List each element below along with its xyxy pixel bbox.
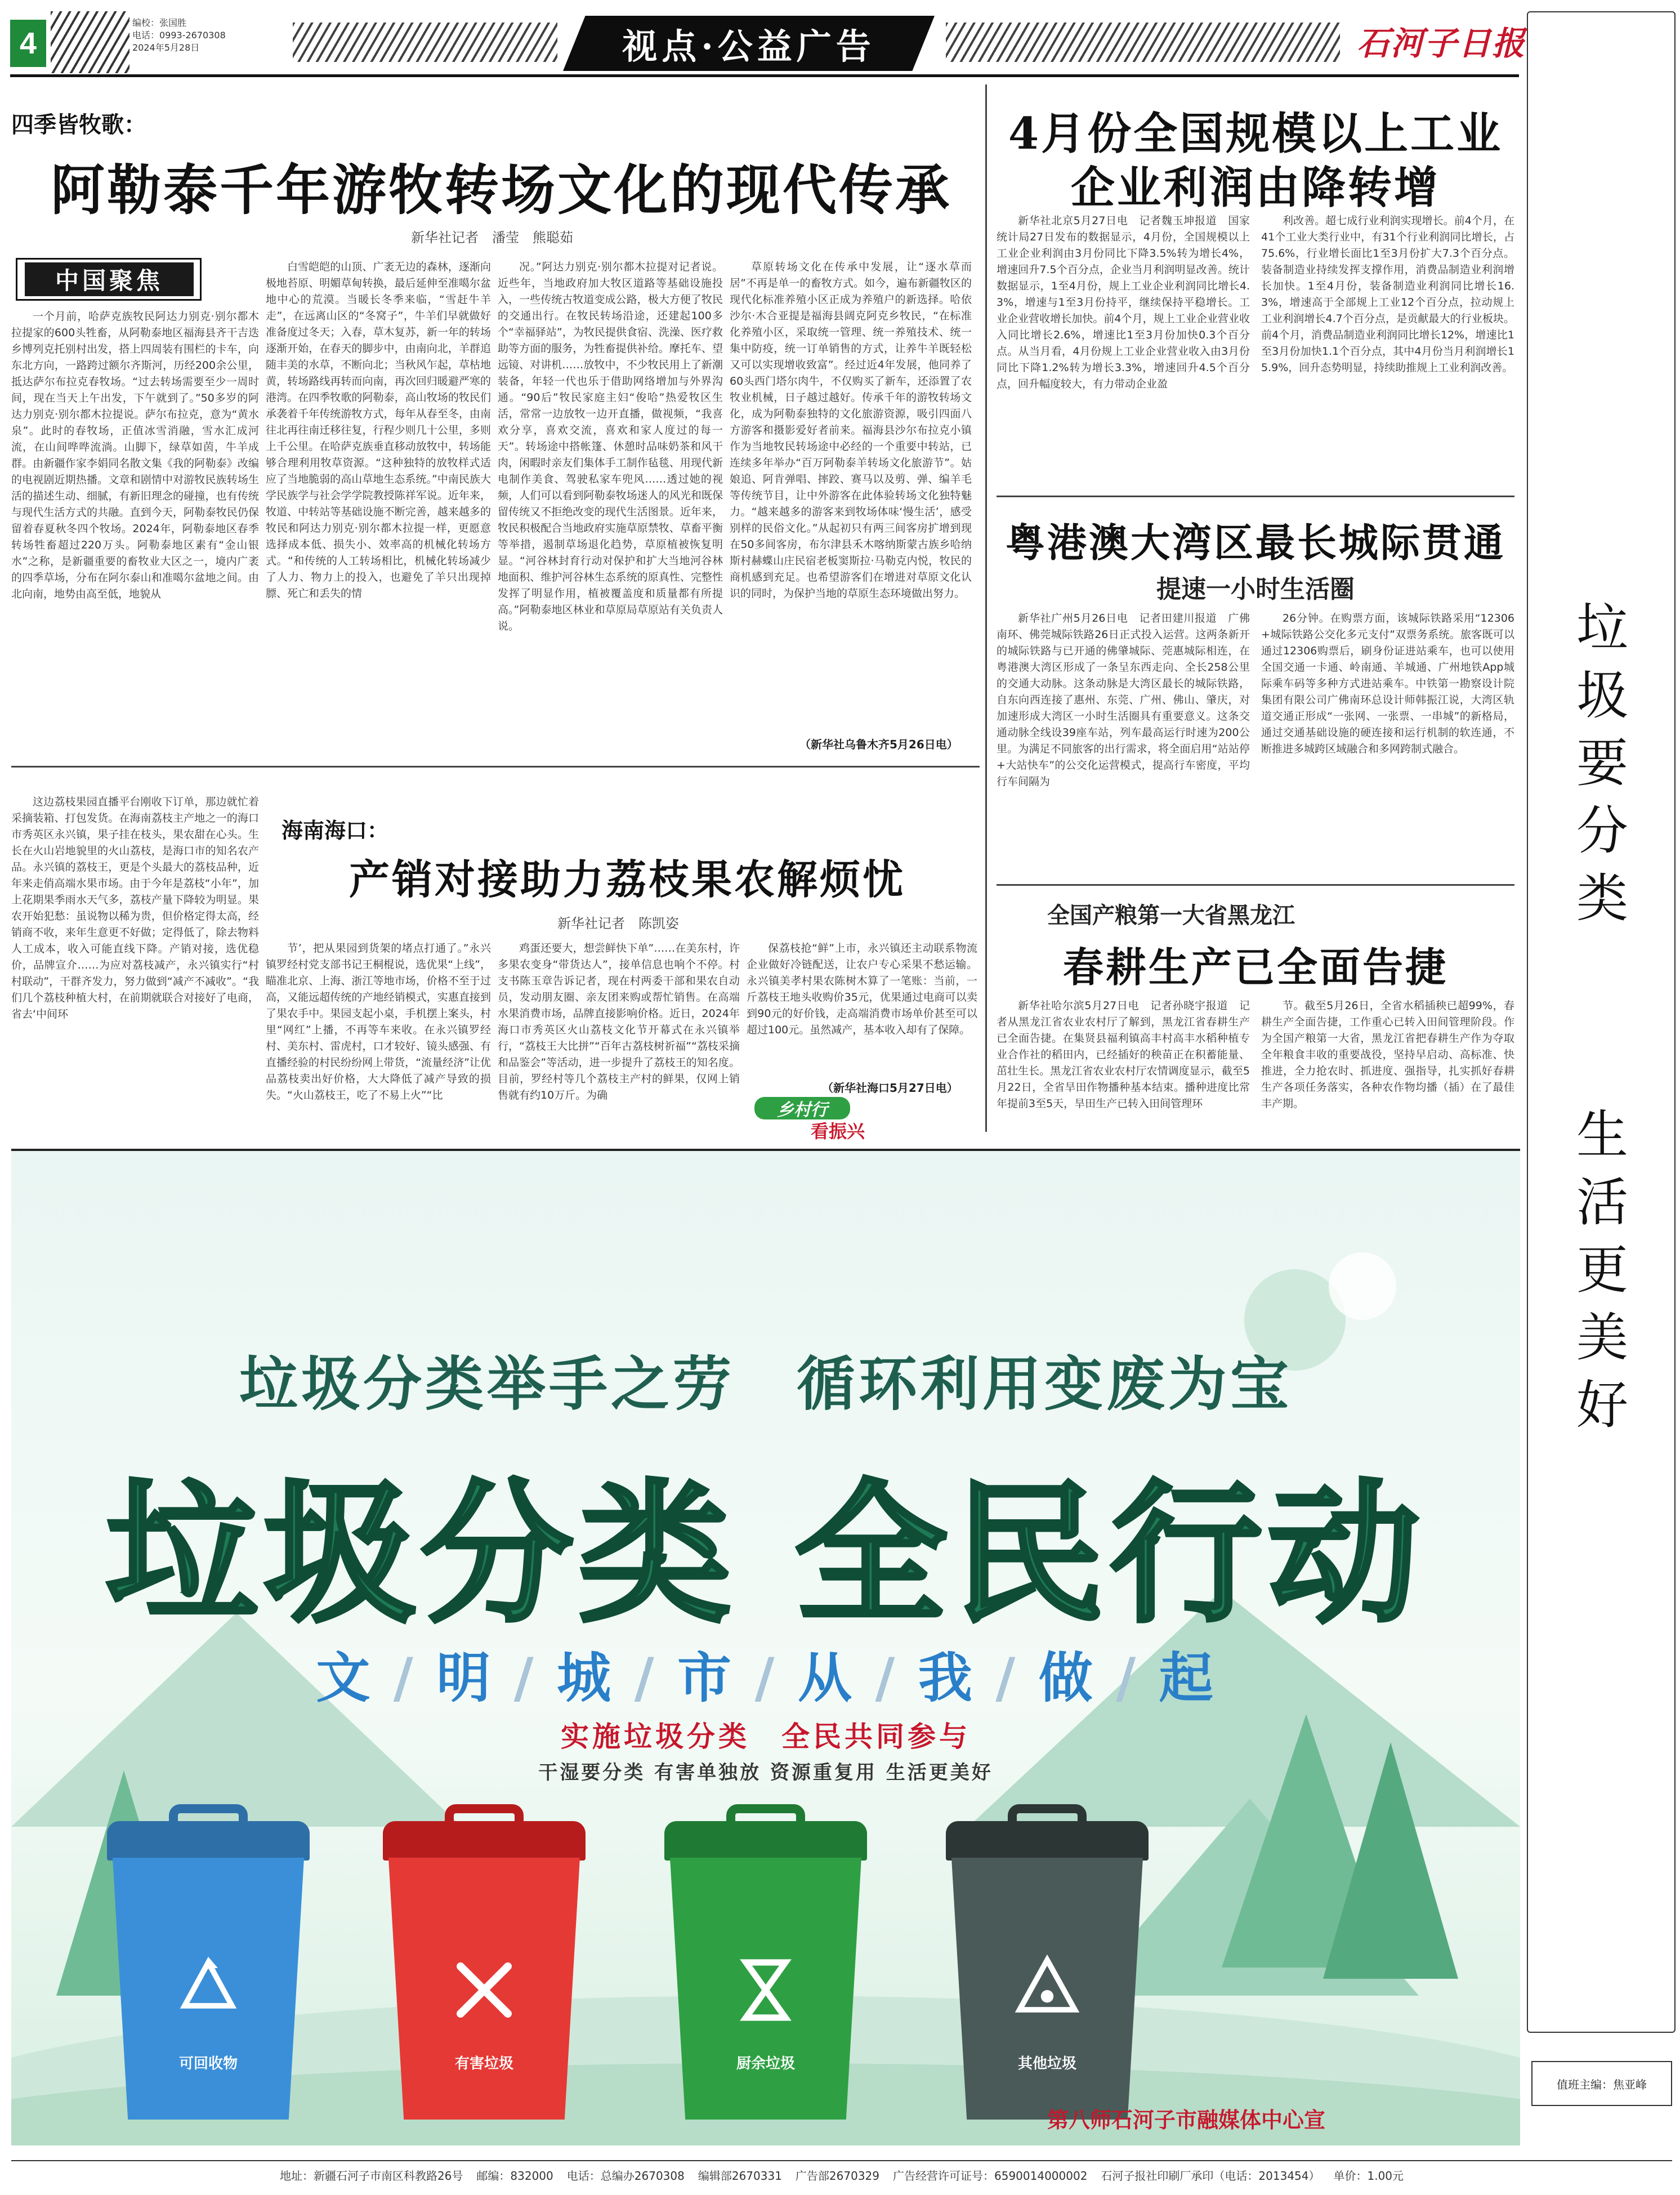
article3-subtitle: 提速一小时生活圈 [1156, 575, 1355, 604]
footer-editorial: 编辑部2670331 [698, 2169, 782, 2183]
article2-column-2: 利改善。超七成行业利润实现增长。前4个月，在41个工业大类行业中，有31个行业利润同比增长，占75.6%，行业增长面比1至3月份扩大7.3个百分点。装备制造业持续发挥支撑作用，消费品制造业利润增长加快。1至4月份，装备制造业利润同比增长16.3%，增速高于全部规上工业12个百分点，拉动规上工业利润增长4.7个百分点，是贡献最大的行业板块。前4个月，消费品制造业利润同比增长12%，增速比1至3月份加快1.1个百分点，其中4月份当月利润增长15.9%，回升态势明显，持续助推规上工业利润改善。 [1261, 215, 1514, 374]
column-tag: 中国聚焦 [25, 262, 194, 296]
rural-badge-top: 乡村行 [754, 1097, 850, 1119]
issue-date: 2024年5月28日 [132, 42, 200, 53]
bin-label: 有害垃圾 [454, 2055, 513, 2072]
newspaper-logo: 石河子日报 [1357, 24, 1526, 63]
article3-column-1: 新华社广州5月26日电 记者田建川报道 广佛南环、佛莞城际铁路26日正式投入运营。这两条新开的城际铁路与已开通的佛肇城际、莞惠城际相连，在粤港澳大湾区形成了一条呈东西走向、全长258公里的交通大动脉。这条动脉是大湾区最长的城际铁路，自东向西连接了惠州、东莞、广州、佛山、肇庆，对加速形成大湾区一小时生活圈具有重要意义。这条交通动脉全线设39座车站，列车最高运行时速为200公里。为满足不同旅客的出行需求，将全面启用“站站停+大站快车”的公交化运营模式，提高行车密度，平均行车间隔为 [997, 612, 1250, 788]
duty-editor: 值班主编：焦亚峰 [1531, 2061, 1672, 2106]
header-hatch-mid [293, 23, 557, 62]
footer-postcode: 邮编：832000 [476, 2169, 553, 2183]
article1-column-4: 草原转场文化在传承中发展，让“逐水草而居”不再是单一的畜牧方式。如今，遍布新疆牧区的现代化标准养殖小区正成为养殖户的新选择。哈依沙尔·木合亚提是福海县阔克阿克乡牧民，“在标准化养殖小区，采取统一管理、统一养殖技术、统一集中防疫，统一订单销售的方式，让养牛羊既轻松又可以实现增收致富”。经过近4年发展，他同养了60头西门塔尔肉牛，不仅购买了新车，还添置了农牧业机械，日子越过越好。传承千年的游牧转场文化，成为阿勒泰独特的文化旅游资源，吸引四面八方游客和摄影爱好者前来。福海县沙尔布拉克小镇作为当地牧民转场途中必经的一个重要中转站，已连续多年举办“百万阿勒泰羊转场文化旅游节”。姑娘追、阿肯弹唱、摔跤、赛马以及剪、弹、编羊毛等传统节目，让中外游客在此体验转场文化独特魅力。“越来越多的游客来到牧场体味‘慢生活’，感受别样的民俗文化。”从起初只有两三间客房扩增到现在50多间客房，布尔津县禾木喀纳斯蒙古族乡哈纳斯村赫蝶山庄民宿老板窦斯拉·马勒克内悦，牧民的商机感到充足。也希望游客们在增进对草原文化认识的同时，为保护当地的草原生态环境做出努力。 [730, 261, 972, 600]
side-char: 要 [1576, 733, 1628, 793]
footer-ads: 广告部2670329 [795, 2169, 879, 2183]
side-char: 圾 [1576, 666, 1628, 726]
slogan-char: 市 [677, 1646, 734, 1710]
article3-column-2: 26分钟。在购票方面，该城际铁路采用“12306+城际铁路公交化多元支付”双票务系统。旅客既可以通过12306购票后，刷身份证进站乘车，也可以使用全国交通一卡通、岭南通、羊城通、广州地铁App城际乘车码等多种方式进站乘车。中铁第一勘察设计院集团有限公司广佛南环总设计师韩振江说，大湾区轨道交通正形成“一张网、一张票、一串城”的新格局，通过交通基础设施的硬连接和运行机制的软连通，不断推进多城跨区域融合和多网跨制式融合。 [1261, 612, 1514, 755]
side-char: 更 [1576, 1240, 1628, 1300]
poster-slogan-sub2: 干湿要分类 有害单独放 资源重复用 生活更美好 [538, 1761, 993, 1784]
slogan-char: 城 [557, 1646, 614, 1710]
article1-byline: 新华社记者 潘莹 熊聪茹 [411, 230, 573, 246]
article2-bottom-rule [997, 496, 1514, 497]
article4-kicker: 海南海口： [282, 818, 389, 843]
article4-column-4: 保荔枝抢“鲜”上市，永兴镇还主动联系物流企业做好冷链配送，让农户专心采果不愁运输。永兴镇美孝村果农陈树木算了一笔账：当前，一斤荔枝王地头收购价35元，优果通过电商可以卖到90元的好价钱，走高端消费市场单价甚至可以超过100元。虽然减产，基本收入却有了保障。 [747, 942, 977, 1036]
bin-label: 厨余垃圾 [736, 2055, 795, 2072]
article3-bottom-rule [997, 884, 1514, 886]
article4-column-1: 这边荔枝果园直播平台刚收下订单，那边就忙着采摘装箱、打包发货。在海南荔枝主产地之一的海口市秀英区永兴镇，果子挂在枝头，果农甜在心头。生长在火山岩地貌里的火山荔枝，是海口市的知名农产品。永兴镇的荔枝王，更是个头最大的荔枝品种，近年来走俏高端水果市场。由于今年是荔枝“小年”，加上花期果季雨水天气多，荔枝产量下降较为明显。果农开始犯愁：虽说物以稀为贵，但价格定得太高，经销商不收，来年生意更不好做；定得低了，除去物料人工成本，收入可能直线下降。产销对接，选优稳价，品牌宣介……为应对荔枝减产，永兴镇实行“村村联动”，干群齐发力，努力做到“减产不减收”。“我们几个荔枝种植大村，在前期就联合对接好了电商，省去‘中间环 [11, 796, 259, 1020]
article1-kicker: 四季皆牧歌： [11, 111, 146, 138]
poster-slogan-sub1: 实施垃圾分类 全民共同参与 [561, 1720, 971, 1753]
article1-dateline: （新华社乌鲁木齐5月26日电） [799, 738, 958, 751]
other-waste-icon [1008, 1951, 1087, 2029]
side-char: 分 [1576, 801, 1628, 861]
article1-title: 阿勒泰千年游牧转场文化的现代传承 [51, 158, 951, 222]
editor-info [132, 17, 279, 54]
bin-other-waste [946, 1804, 1149, 2120]
header-hatch-right [946, 23, 1340, 62]
footer-address: 地址：新疆石河子市南区科教路26号 [279, 2169, 463, 2183]
article1-column-2: 白雪皑皑的山顶、广袤无边的森林，逐渐向极地苔原、明媚草甸转换，最后延伸至准噶尔盆地中心的荒漠。当暖长冬季来临，“雪赶牛羊走”，在远离山区的“冬窝子”，牛羊们早就做好准备度过冬天；入春，草木复苏，新一年的转场逐渐开始，在春天的脚步中，由南向北，羊群追随丰美的水草，不断向北；当秋风乍起，草枯地黄，转场路线再转而向南，再次回归暖避严寒的港湾。在四季牧歌的阿勒泰，高山牧场的牧民们承袭着千年传统游牧方式，每年从春至冬，由南往北再往南迁移往复，行程少则几十公里，多则上千公里。在哈萨克族垂直移动放牧中，转场能够合理利用牧草资源。“这种独特的放牧样式适应了当地脆弱的高山草地生态系统。”中南民族大学民族学与社会学学院教授陈祥军说。近年来，牧道、中转站等基础设施不断完善，越来越多的牧民和阿达力别克·别尔都木拉提一样，更愿意选择成本低、损失小、效率高的机械化转场方式。“和传统的人工转场相比，机械化转场减少了人力、物力上的投入，也避免了羊只出现掉膘、死亡和丢失的情 [266, 261, 491, 600]
rural-badge [754, 1097, 895, 1142]
slogan-char: 文 [316, 1646, 373, 1710]
section-title: 视点·公益广告 [622, 25, 875, 67]
side-char: 美 [1576, 1308, 1628, 1368]
footer-price: 单价：1.00元 [1333, 2169, 1404, 2183]
bin-label: 可回收物 [178, 2055, 238, 2072]
article4-column-2: 节’，把从果园到货架的堵点打通了。”永兴镇罗经村党支部书记王桐棍说，选优果“上线”，瞄准北京、上海、浙江等地市场，价格不至于过高，又能远超传统的产地经销模式，实惠直接到了果农手中。果园支起小桌，手机摆上案头，村里“网红”上播，不再等车来收。在永兴镇罗经村、美东村、雷虎村，口才较好、镜头感强、有直播经验的村民纷纷网上带货，“流量经济”让优品荔枝卖出好价格，大大降低了减产导致的损失。“火山荔枝王，吃了不易上火”“比 [266, 942, 491, 1101]
article4-dateline: （新华社海口5月27日电） [822, 1081, 958, 1095]
food-waste-icon [726, 1951, 805, 2029]
editor-name: 编校：张国胜 [132, 17, 187, 28]
article2-title: 4月份全国规模以上工业企业利润由降转增 [1008, 108, 1503, 213]
article1-column-1: 一个月前，哈萨克族牧民阿达力别克·别尔都木拉提家的600头牲畜，从阿勒泰地区福海县齐干吉迭乡博列克托别村出发，搭上四周装有围栏的卡车，向东北方向，一路跨过额尔齐斯河，历经200余公里，抵达萨尔布拉克春牧场。“过去转场需要至少一周时间，现在当天上午出发，下午就到了。”50多岁的阿达力别克·别尔都木拉提说。萨尔布拉克，意为“黄水泉”。此时的春牧场，正值冰雪消融，雪水汇成河流，在山间哗哗流淌。山脚下，绿草如茵，牛羊成群。由新疆作家李娟同名散文集《我的阿勒泰》改编的电视剧近期热播。文章和剧情中对游牧民族转场生活的描述生动、细腻，有新旧理念的碰撞，也有传统与现代生活方式的共融。直到今天，阿勒泰牧民仍保留着春夏秋冬四个牧场。2024年，阿勒泰地区春季转场牲畜超过220万头。阿勒泰地区素有“金山银水”之称，是新疆重要的畜牧业大区之一，境内广袤的四季草场，分布在阿尔泰山和准噶尔盆地之间。由北向南，地势由高至低，地貌从 [11, 310, 259, 600]
vertical-slogan-frame [1527, 11, 1675, 2033]
poster-slogan-top: 垃圾分类举手之劳 循环利用变废为宝 [239, 1350, 1292, 1418]
poster-slogan-main: 垃圾分类 全民行动 [106, 1466, 1426, 1643]
side-char: 类 [1576, 868, 1628, 929]
side-char: 活 [1576, 1172, 1628, 1233]
article4-byline: 新华社记者 陈凯姿 [557, 916, 679, 931]
article5-title: 春耕生产已全面告捷 [1062, 943, 1448, 991]
side-char: 垃 [1576, 598, 1628, 658]
vertical-divider [985, 84, 987, 1132]
footer [11, 2160, 1672, 2188]
slogan-char: 起 [1159, 1646, 1216, 1710]
slogan-char: 做 [1038, 1646, 1095, 1710]
article3-title: 粤港澳大湾区最长城际贯通 [1006, 519, 1505, 566]
hazard-icon [445, 1951, 524, 2029]
rural-badge-bottom: 看振兴 [811, 1121, 865, 1142]
public-service-poster [11, 1149, 1520, 2145]
article5-column-2: 节。截至5月26日，全省水稻插秧已超99%，春耕生产全面告捷，工作重心已转入田间管理阶段。作为全国产粮第一大省，黑龙江省把春耕生产作为夺取全年粮食丰收的重要战役，坚持早启动、高标准、快推进，全力抢农时、抓进度、强指导，扎实抓好春耕生产各项任务落实，各种农作物均播（插）在了最佳丰产期。 [1261, 1000, 1514, 1110]
article1-bottom-rule [11, 766, 980, 768]
article1-column-3: 况。”阿达力别克·别尔都木拉提对记者说。近些年，当地政府加大牧区道路等基础设施投入，一些传统古牧道变成公路，极大方便了牧民的交通出行。在牧民转场沿途，还建起100多个“幸福驿站”，为牧民提供食宿、洗澡、医疗救助等方面的服务，为牲畜提供补给。摩托车、望远镜、对讲机……放牧中，不少牧民用上了新潮装备，年轻一代也乐于借助网络增加与外界沟通。“90后”牧民家庭主妇“俊哈”热爱牧区生活，常常一边放牧一边开直播，做视频，“我喜欢分享，喜欢交流，喜欢和家人度过的每一天”。转场途中搭帐篷、休憩时品味奶茶和风干肉，闲暇时亲友们集体手工制作毡毯、用现代新电制作美食、驾驶私家车兜风……透过她的视频，人们可以看到阿勒泰牧场迷人的风光和既保留传统又不拒绝改变的现代生活图景。近年来，牧民积极配合当地政府实施草原禁牧、草畜平衡等举措，遏制草场退化趋势，草原植被恢复明显。“河谷林封育行动对保护和扩大当地河谷林地面积、维护河谷林生态系统的原真性、完整性发挥了明显作用，植被覆盖度和质量都有所提高。”阿勒泰地区林业和草原局草原站有关负责人说。 [498, 261, 723, 632]
footer-license: 广告经营许可证号：6590014000002 [893, 2169, 1088, 2183]
slogan-char: 我 [918, 1646, 975, 1710]
page-number: 4 [10, 20, 46, 67]
side-char: 好 [1576, 1375, 1628, 1435]
poster-credit: 第八师石河子市融媒体中心宣 [1047, 2107, 1326, 2132]
poster-slogan-civilized: 文 / 明 / 城 / 市 / 从 / 我 / 做 / 起 [316, 1646, 1216, 1710]
side-char: 生 [1576, 1105, 1628, 1165]
slogan-char: 明 [436, 1646, 493, 1710]
slogan-char: 从 [797, 1646, 854, 1710]
editor-phone: 电话：0993-2670308 [132, 30, 226, 41]
article5-kicker: 全国产粮第一大省黑龙江 [1047, 902, 1295, 929]
footer-phone: 电话：总编办2670308 [566, 2169, 685, 2183]
footer-printer: 石河子报社印刷厂承印（电话：2013454） [1101, 2169, 1320, 2183]
bin-recyclable [107, 1804, 310, 2120]
bin-food-waste [664, 1804, 867, 2120]
article4-column-3: 鸡蛋还要大，想尝鲜快下单”……在美东村，许多果农变身“带货达人”，接单信息也响个不停。村支书陈玉章告诉记者，现在村两委干部和果农自动员，发动朋友圈、亲友团来购或帮忙销售。在高端水果消费市场，品牌直接影响价格。近日，2024年海口市秀英区火山荔枝文化节开幕式在永兴镇举行，“荔枝王大比拼”“百年古荔枝树祈福”“荔枝采摘和品鉴会”等活动，进一步提升了荔枝王的知名度。目前，罗经村等几个荔枝主产村的鲜果，仅网上销售就有约10万斤。为确 [498, 942, 740, 1101]
article2-column-1: 新华社北京5月27日电 记者魏玉坤报道 国家统计局27日发布的数据显示，4月份，全国规模以上工业企业利润由3月份同比下降3.5%转为增长4%，增速回升7.5个百分点，企业当月利润明显改善。统计数据显示，1至4月份，规上工业企业利润同比增长4.3%，增速与1至3月份持平，继续保持平稳增长。工业企业营收增长加快。前4个月，规上工业企业营业收入同比增长2.6%，增速比1至3月份加快0.3个百分点。从当月看，4月份规上工业企业营业收入由3月份同比下降1.2%转为增长3.3%，增速回升4.5个百分点，回升幅度较大，有力带动企业盈 [997, 215, 1250, 390]
article4-title: 产销对接助力荔枝果农解烦忧 [349, 855, 906, 903]
bin-label: 其他垃圾 [1017, 2055, 1076, 2072]
recycle-icon [169, 1951, 248, 2029]
bin-hazardous [383, 1804, 586, 2120]
header-hatch-left [51, 11, 129, 73]
article5-column-1: 新华社哈尔滨5月27日电 记者孙晓宇报道 记者从黑龙江省农业农村厅了解到，黑龙江省春耕生产已全面告捷。在集贤县福利镇高丰村高丰水稻种植专业合作社的稻田内，已经插好的秧苗正在积蓄能量、茁壮生长。黑龙江省农业农村厅农情调度显示，截至5月22日，全省旱田作物播种基本结束。播种进度比常年提前3至5天，旱田生产已转入田间管理环 [997, 1000, 1250, 1110]
header-rule [10, 74, 1519, 77]
